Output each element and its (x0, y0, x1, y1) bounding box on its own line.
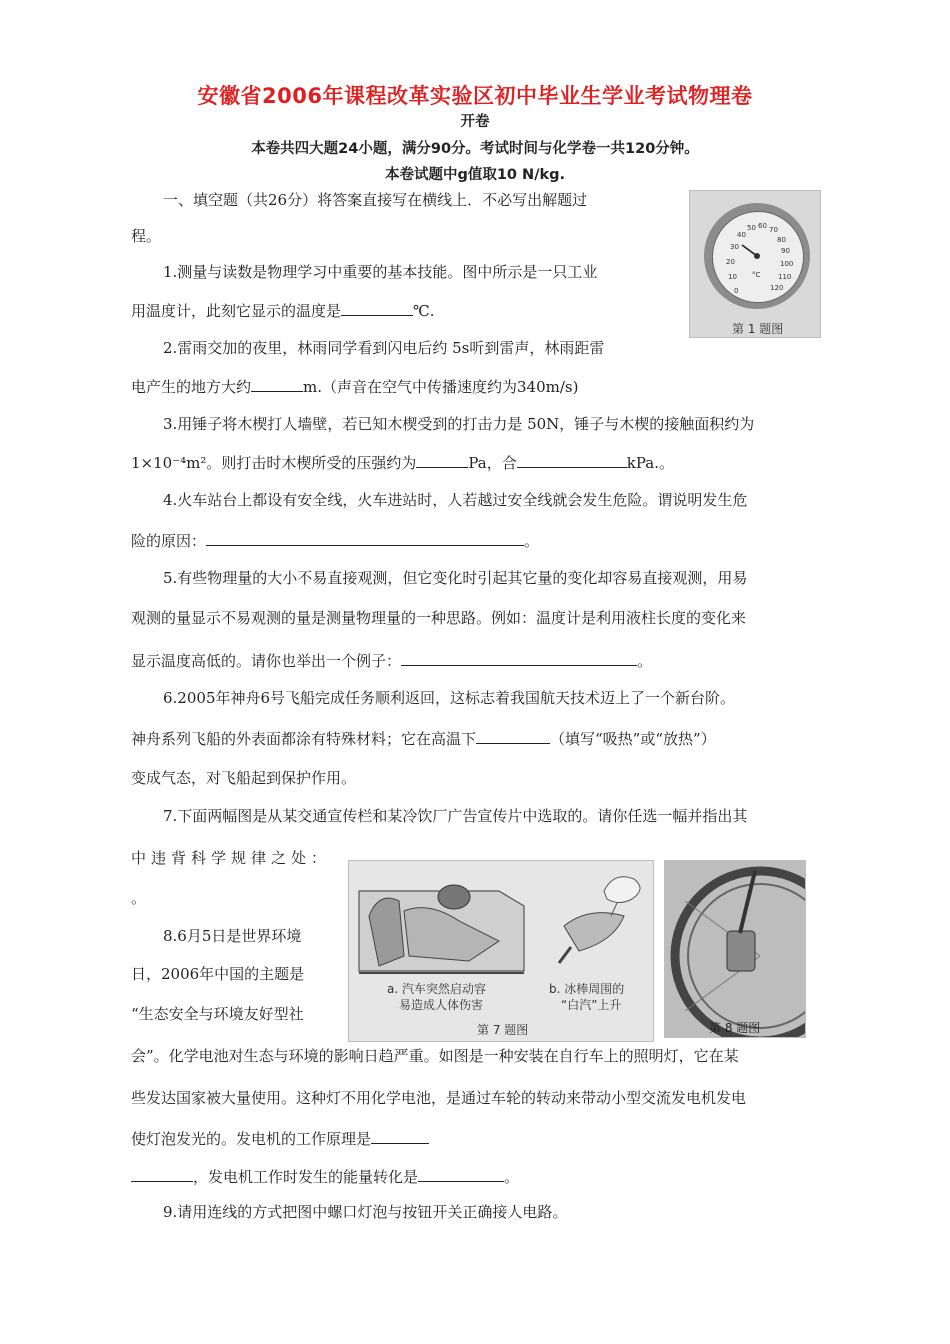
section1-intro: 一、填空题（共26分）将答案直接写在横线上．不必写出解题过 (163, 191, 588, 209)
fork (740, 871, 755, 933)
figure-7b-line2: “白汽”上升 (561, 998, 622, 1012)
gauge-dial (690, 191, 820, 337)
q5-prompt: 显示温度高低的。请你也举出一个例子： (131, 652, 402, 670)
q6-text-cont2: 变成气态，对飞船起到保护作用。 (131, 769, 357, 787)
q3-text: 3.用锤子将木楔打人墙壁，若已知木楔受到的打击力是 50N，锤子与木楔的接触面积约为 (163, 415, 755, 433)
tick-40: 40 (737, 231, 746, 239)
figure-8-bicycle-light (664, 860, 806, 1038)
q8-tail: 。 (504, 1168, 520, 1186)
figure-7 (348, 860, 654, 1042)
q3-tail: kPa.。 (626, 454, 674, 472)
q8-text-l7 (131, 1166, 519, 1187)
figure-7b-label (549, 981, 624, 1013)
q3-prompt: 1×10⁻⁴m²。则打击时木楔所受的压强约为 (131, 454, 417, 472)
tick-10: 10 (728, 273, 737, 281)
tick-50: 50 (747, 224, 756, 232)
q7-tail: 。 (131, 889, 147, 907)
q8-principle-prompt: 使灯泡发光的。发电机的工作原理是 (131, 1130, 372, 1148)
q4-prompt: 险的原因： (131, 532, 207, 550)
figure-8-caption: 第 8 题图 (709, 1021, 761, 1035)
q4-tail: 。 (524, 532, 540, 550)
q1-unit: ℃. (413, 302, 435, 320)
figure-7a-label (387, 981, 486, 1013)
q3-kpa-blank[interactable] (517, 452, 627, 468)
figure-7-caption: 第 7 题图 (477, 1023, 529, 1037)
q8-principle-blank[interactable] (371, 1128, 429, 1144)
figure-1-thermometer (689, 190, 821, 338)
figure-1-caption: 第 1 题图 (732, 322, 784, 336)
tick-80: 80 (777, 236, 786, 244)
q8-text-l3: “生态安全与环境友好型社 (131, 1005, 304, 1023)
passenger-head (438, 885, 470, 909)
exam-constant: 本卷试题中g值取10 N/kg. (384, 167, 566, 183)
q1-answer-blank[interactable] (341, 300, 413, 316)
q5-answer-blank[interactable] (401, 650, 637, 666)
ice-pop-stick (559, 947, 571, 963)
q4-answer-blank[interactable] (206, 530, 524, 546)
q1-prompt: 用温度计，此刻它显示的温度是 (131, 302, 342, 320)
q2-answer-blank[interactable] (251, 376, 303, 392)
q8-principle-blank-cont[interactable] (131, 1166, 193, 1182)
ice-pop (564, 913, 624, 951)
tick-70: 70 (769, 226, 778, 234)
q5-text: 5.有些物理量的大小不易直接观测，但它变化时引起其它量的变化却容易直接观测，用易 (163, 569, 748, 587)
q2-tail: m.（声音在空气中传播速度约为340m/s) (303, 378, 579, 396)
tick-20: 20 (726, 258, 735, 266)
figure-7a-line1: a. 汽车突然启动容 (387, 982, 486, 996)
q4-text: 4.火车站台上都设有安全线，火车进站时，人若越过安全线就会发生危险。谓说明发生危 (163, 491, 748, 509)
q7-text: 7.下面两幅图是从某交通宣传栏和某冷饮厂广告宣传片中选取的。请你任选一幅并指出其 (163, 807, 748, 825)
q3-mid: Pa，合 (468, 454, 517, 472)
exam-type: 开卷 (460, 114, 490, 130)
q8-text-l4: 会”。化学电池对生态与环境的影响日趋严重。如图是一种安装在自行车上的照明灯，它在某 (131, 1047, 739, 1065)
tick-60: 60 (758, 222, 767, 230)
q2-text: 2.雷雨交加的夜里，林雨同学看到闪电后约 5s听到雷声，林雨距雷 (163, 339, 605, 357)
q5-text-cont: 观测的量显示不易观测的量是测量物理量的一种思路。例如：温度计是利用液柱长度的变化来 (131, 609, 747, 627)
section1-intro-cont: 程。 (131, 227, 162, 245)
q8-energy-prompt: ，发电机工作时发生的能量转化是 (193, 1168, 419, 1186)
gauge-unit: °C (752, 271, 761, 279)
q3-pa-blank[interactable] (416, 452, 468, 468)
figure-7a-line2: 易造成人体伤害 (399, 998, 484, 1012)
q5-tail: 。 (637, 652, 653, 670)
q8-text-l2: 日，2006年中国的主题是 (131, 965, 305, 983)
gauge-pivot (754, 253, 760, 259)
tick-100: 100 (780, 260, 794, 268)
q6-text: 6.2005年神舟6号飞船完成任务顺利返回，这标志着我国航天技术迈上了一个新台阶。 (163, 689, 736, 707)
q1-text: 1.测量与读数是物理学习中重要的基本技能。图中所示是一只工业 (163, 263, 598, 281)
tick-90: 90 (781, 247, 790, 255)
page-title: 安徽省2006年课程改革实验区初中毕业生学业考试物理卷 (197, 84, 753, 108)
dynamo (727, 931, 755, 971)
figure-8-drawing (665, 861, 805, 1037)
q3-text-cont (131, 452, 674, 473)
q6-text-cont (131, 728, 716, 749)
exam-info: 本卷共四大题24小题，满分90分。考试时间与化学卷一共120分钟。 (251, 141, 699, 157)
tick-120: 120 (770, 284, 784, 292)
q2-text-cont (131, 376, 578, 397)
q6-prompt: 神舟系列飞船的外表面都涂有特殊材料；它在高温下 (131, 730, 477, 748)
q4-text-cont (131, 530, 539, 551)
q9-text: 9.请用连线的方式把图中螺口灯泡与按钮开关正确接人电路。 (163, 1203, 568, 1221)
q1-text-cont (131, 300, 435, 321)
q6-tail: （填写“吸热”或“放热”） (550, 730, 716, 748)
q7-text-cont: 中违背科学规律之处： (131, 849, 332, 867)
tick-0: 0 (734, 287, 739, 295)
tick-110: 110 (778, 273, 792, 281)
q8-text: 8.6月5日是世界环境 (163, 927, 302, 945)
q8-energy-blank[interactable] (418, 1166, 504, 1182)
q8-text-l6 (131, 1128, 429, 1149)
q5-text-cont2 (131, 650, 652, 671)
q6-answer-blank[interactable] (476, 728, 550, 744)
figure-7b-line1: b. 冰棒周围的 (549, 982, 625, 996)
figure-7-drawing (349, 861, 653, 1041)
q2-prompt: 电产生的地方大约 (131, 378, 252, 396)
tick-30: 30 (730, 243, 739, 251)
q8-text-l5: 些发达国家被大量使用。这种灯不用化学电池，是通过车轮的转动来带动小型交流发电机发电 (131, 1089, 747, 1107)
white-vapor (604, 877, 640, 903)
